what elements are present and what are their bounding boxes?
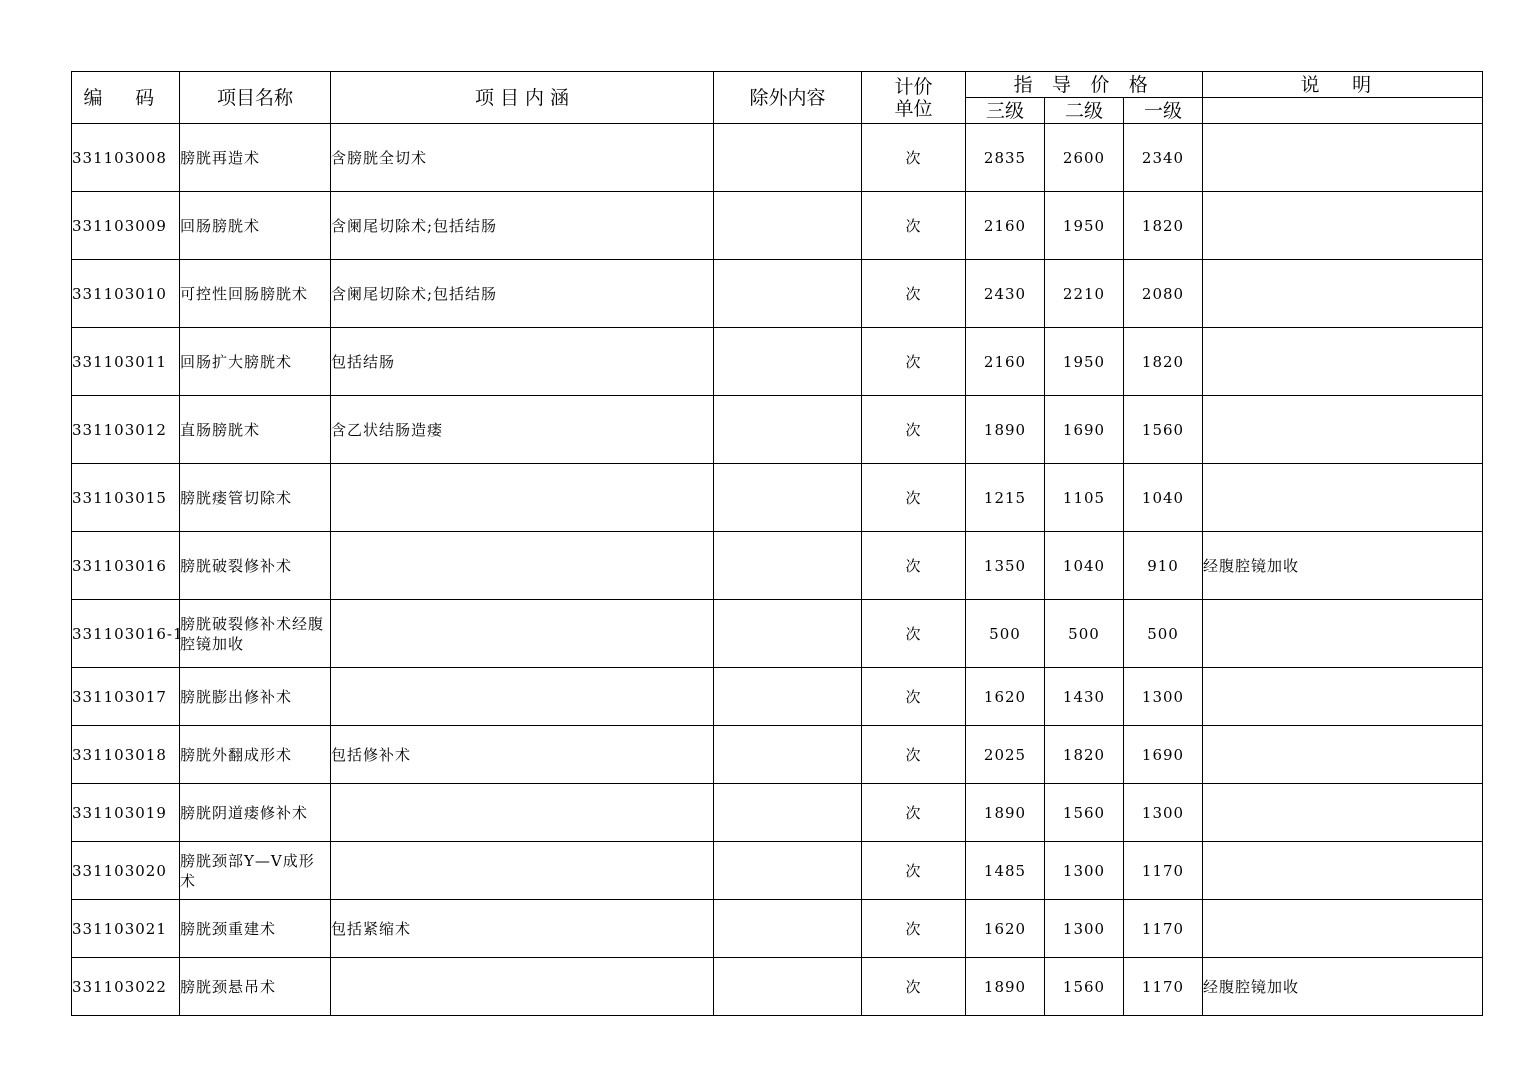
item-note [1203,900,1483,958]
price-level1: 1170 [1124,958,1203,1016]
table-row [72,328,1483,396]
price-level1: 2080 [1124,260,1203,328]
table-header [72,72,1483,124]
item-unit: 次 [862,842,966,900]
item-note [1203,600,1483,668]
item-excluded [714,842,862,900]
item-excluded [714,192,862,260]
price-level3: 1350 [966,532,1045,600]
item-code: 331103012 [72,396,180,464]
item-name: 膀胱破裂修补术经腹腔镜加收 [180,600,331,668]
item-code: 331103011 [72,328,180,396]
item-unit: 次 [862,328,966,396]
price-level1: 500 [1124,600,1203,668]
item-unit: 次 [862,900,966,958]
table-row [72,464,1483,532]
table-row [72,668,1483,726]
price-level1: 1040 [1124,464,1203,532]
item-content: 含乙状结肠造瘘 [331,396,714,464]
item-content: 含阑尾切除术;包括结肠 [331,192,714,260]
item-code: 331103010 [72,260,180,328]
item-content: 包括紧缩术 [331,900,714,958]
item-unit: 次 [862,600,966,668]
item-unit: 次 [862,260,966,328]
price-level1: 1300 [1124,784,1203,842]
table-row [72,124,1483,192]
price-level2: 1950 [1045,192,1124,260]
item-excluded [714,532,862,600]
price-level3: 1620 [966,668,1045,726]
item-code: 331103015 [72,464,180,532]
price-level3: 2835 [966,124,1045,192]
header-unit-top: 计价 [894,75,933,98]
item-content [331,600,714,668]
item-name: 膀胱阴道瘘修补术 [180,784,331,842]
item-excluded [714,668,862,726]
price-level2: 1430 [1045,668,1124,726]
price-level3: 2430 [966,260,1045,328]
item-code: 331103019 [72,784,180,842]
price-level3: 2160 [966,192,1045,260]
item-code: 331103008 [72,124,180,192]
header-content: 项 目 内 涵 [331,72,714,124]
item-note [1203,668,1483,726]
item-unit: 次 [862,396,966,464]
table-row [72,900,1483,958]
item-excluded [714,726,862,784]
item-excluded [714,958,862,1016]
item-note [1203,396,1483,464]
price-level3: 1890 [966,396,1045,464]
item-content [331,958,714,1016]
price-level2: 1040 [1045,532,1124,600]
price-level2: 1560 [1045,958,1124,1016]
item-code: 331103017 [72,668,180,726]
table-row [72,784,1483,842]
table-row [72,726,1483,784]
price-level3: 1215 [966,464,1045,532]
item-note [1203,260,1483,328]
table-body [72,124,1483,1016]
item-name: 膀胱膨出修补术 [180,668,331,726]
header-level3: 三级 [966,98,1045,124]
header-unit [862,72,966,124]
item-code: 331103018 [72,726,180,784]
item-content: 含阑尾切除术;包括结肠 [331,260,714,328]
item-excluded [714,784,862,842]
item-note: 经腹腔镜加收 [1203,532,1483,600]
price-level1: 1170 [1124,900,1203,958]
price-level2: 500 [1045,600,1124,668]
price-table [71,71,1483,1016]
item-name: 膀胱瘘管切除术 [180,464,331,532]
header-code: 编 码 [72,72,180,124]
table-row [72,192,1483,260]
header-note-blank [1203,98,1483,124]
price-level3: 500 [966,600,1045,668]
item-note [1203,464,1483,532]
item-content: 包括修补术 [331,726,714,784]
price-level3: 1890 [966,784,1045,842]
item-note: 经腹腔镜加收 [1203,958,1483,1016]
item-excluded [714,600,862,668]
item-name: 膀胱外翻成形术 [180,726,331,784]
price-level3: 2025 [966,726,1045,784]
table-row [72,532,1483,600]
item-content [331,668,714,726]
item-unit: 次 [862,192,966,260]
price-level1: 1820 [1124,192,1203,260]
item-note [1203,328,1483,396]
item-note [1203,842,1483,900]
item-excluded [714,124,862,192]
item-code: 331103016-1 [72,600,180,668]
item-code: 331103020 [72,842,180,900]
item-name: 直肠膀胱术 [180,396,331,464]
item-excluded [714,396,862,464]
table-row [72,842,1483,900]
item-excluded [714,464,862,532]
price-level3: 2160 [966,328,1045,396]
item-content: 含膀胱全切术 [331,124,714,192]
item-unit: 次 [862,464,966,532]
table-row [72,958,1483,1016]
item-excluded [714,328,862,396]
item-name: 回肠扩大膀胱术 [180,328,331,396]
item-name: 膀胱颈重建术 [180,900,331,958]
price-level2: 2210 [1045,260,1124,328]
item-code: 331103022 [72,958,180,1016]
item-code: 331103016 [72,532,180,600]
item-name: 膀胱再造术 [180,124,331,192]
header-excluded: 除外内容 [714,72,862,124]
item-unit: 次 [862,668,966,726]
item-name: 回肠膀胱术 [180,192,331,260]
table-row [72,396,1483,464]
price-level1: 1170 [1124,842,1203,900]
item-excluded [714,900,862,958]
item-content: 包括结肠 [331,328,714,396]
item-unit: 次 [862,124,966,192]
table-row [72,260,1483,328]
item-code: 331103021 [72,900,180,958]
header-level2: 二级 [1045,98,1124,124]
item-note [1203,726,1483,784]
item-note [1203,192,1483,260]
item-name: 膀胱破裂修补术 [180,532,331,600]
header-note: 说 明 [1203,72,1483,98]
item-code: 331103009 [72,192,180,260]
item-content [331,784,714,842]
item-name: 膀胱颈部Y—V成形术 [180,842,331,900]
item-content [331,842,714,900]
price-level2: 2600 [1045,124,1124,192]
price-level1: 1300 [1124,668,1203,726]
item-name: 可控性回肠膀胱术 [180,260,331,328]
item-note [1203,784,1483,842]
price-level3: 1890 [966,958,1045,1016]
item-note [1203,124,1483,192]
header-unit-bottom: 单位 [894,97,933,120]
price-level3: 1485 [966,842,1045,900]
price-level2: 1300 [1045,900,1124,958]
header-name: 项目名称 [180,72,331,124]
item-content [331,464,714,532]
price-level1: 1560 [1124,396,1203,464]
price-level3: 1620 [966,900,1045,958]
price-level1: 1820 [1124,328,1203,396]
price-level2: 1690 [1045,396,1124,464]
price-level2: 1560 [1045,784,1124,842]
item-content [331,532,714,600]
header-level1: 一级 [1124,98,1203,124]
price-level2: 1820 [1045,726,1124,784]
price-level1: 910 [1124,532,1203,600]
price-level1: 1690 [1124,726,1203,784]
header-guide-price: 指 导 价 格 [966,72,1203,98]
item-name: 膀胱颈悬吊术 [180,958,331,1016]
item-unit: 次 [862,532,966,600]
table-row [72,600,1483,668]
price-level2: 1105 [1045,464,1124,532]
item-unit: 次 [862,958,966,1016]
price-level2: 1300 [1045,842,1124,900]
price-level1: 2340 [1124,124,1203,192]
price-level2: 1950 [1045,328,1124,396]
item-excluded [714,260,862,328]
item-unit: 次 [862,726,966,784]
item-unit: 次 [862,784,966,842]
